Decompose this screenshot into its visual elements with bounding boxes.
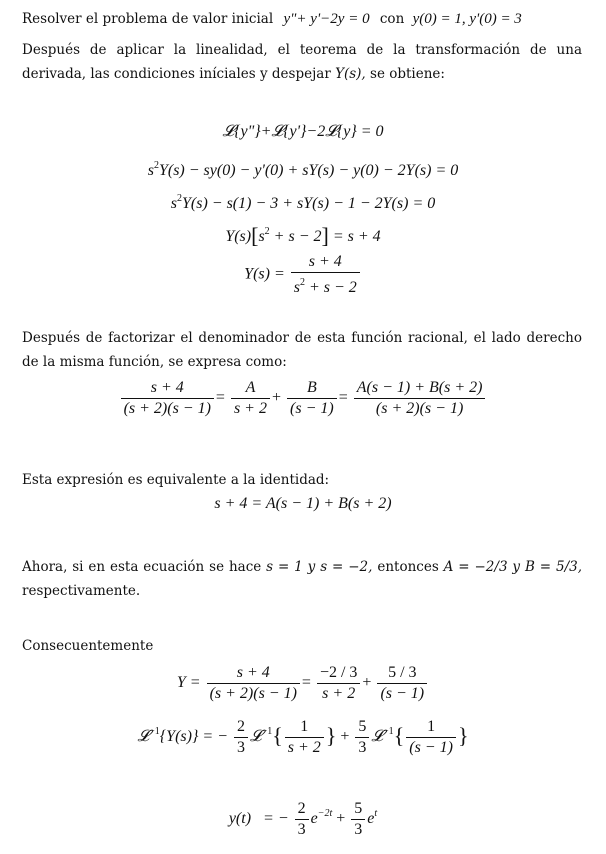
equation-ys: [0, 253, 606, 297]
equation-partial-fractions: $\frac{s + 4}{(s + 2)(s - 1)}$ = $\frac{A}{s + 2}$ + $\frac{B}{(s - 1)}$ = $\frac{A(s - 1) + B(s + 2)}{(s + 2)(s - 1)}$: [0, 379, 606, 418]
intro-conditions: y(0) = 1, y'(0) = 3: [412, 11, 522, 27]
inv-plus: +: [340, 728, 350, 746]
eq-y-den-3: (s − 1): [380, 685, 425, 702]
paragraph-4-c: respectivamente.: [22, 583, 141, 599]
final-e-1: e: [310, 810, 318, 828]
inv-frac-2-den: (s − 1): [409, 739, 453, 756]
inv-frac-1-den: s + 2: [287, 739, 321, 756]
equation-laplace-transform: [0, 122, 606, 142]
intro-con: con: [379, 11, 405, 27]
intro-problem: y"+ y'−2y = 0: [283, 11, 370, 27]
final-e-2-sup: t: [374, 808, 378, 820]
equation-laplace-text: 𝓛{y"}+𝓛{y'}−2𝓛{y} = 0: [222, 123, 384, 140]
pf-fraction-2: [231, 379, 270, 418]
paragraph-1: [22, 38, 582, 86]
equation-transformed-2-s: s: [170, 195, 177, 212]
final-coef-1: [295, 800, 309, 839]
inv-op-1-sup: −1: [261, 726, 273, 738]
inv-op-2-L: 𝓛: [371, 726, 384, 746]
pf-den-4: (s + 2)(s − 1): [375, 400, 464, 417]
equation-y-decomposed: Y = $\frac{s + 4}{(s + 2)(s - 1)}$ = $\frac{-2 / 3}{s + 2}$ + $\frac{5 / 3}{(s - 1)}$: [0, 664, 606, 703]
final-coef-2: [351, 800, 365, 839]
eq-y-num-3: 5 / 3: [377, 664, 427, 684]
equation-inverse-laplace: 𝓛$^{-1}${Y(s)} = − $\frac{2}{3}$ 𝓛$^{-1}${ $\frac{1}{s + 2}$ } + $\frac{5}{3}$ 𝓛$^{-1}${ $\frac{1}{(s - 1)}$ }: [137, 718, 469, 756]
pf-den-3: (s − 1): [290, 400, 334, 417]
equation-identity-text: s + 4 = A(s − 1) + B(s + 2): [214, 495, 392, 512]
pf-den-1: (s + 2)(s − 1): [123, 400, 211, 417]
inv-frac-2: [406, 718, 456, 757]
eq-y-den-2: s + 2: [322, 685, 356, 702]
inv-coef-2: [355, 718, 369, 757]
equation-ys-denominator: $s^2 + s - 2$: [293, 277, 357, 296]
inv-op-2-sup: −1: [383, 726, 394, 738]
paragraph-1-tail: se obtiene:: [365, 66, 445, 82]
equation-factored-rhs: = s + 4: [332, 228, 381, 245]
paragraph-4-s1: s = 1: [266, 559, 303, 575]
final-coef-2-den: 3: [354, 821, 363, 838]
intro-text: Resolver el problema de valor inicial: [22, 11, 274, 27]
eq-y-fraction-3: [377, 664, 427, 703]
paragraph-4: [22, 555, 582, 603]
inv-lhs-L: 𝓛: [137, 726, 150, 746]
equation-ys-lhs: Y(s) =: [244, 265, 285, 283]
paragraph-4-A: A = −2/3: [443, 559, 508, 575]
pf-num-1: s + 4: [121, 379, 214, 399]
paragraph-3-text: Esta expresión es equivalente a la identidad:: [22, 472, 330, 488]
paragraph-3: [22, 468, 582, 492]
intro-line: [22, 7, 582, 31]
final-plus: +: [336, 810, 346, 828]
paragraph-4-b: entonces: [372, 559, 444, 575]
final-coef-2-num: 5: [351, 800, 365, 820]
paragraph-4-y2: y: [507, 559, 521, 575]
paragraph-4-s2: s = −2,: [320, 559, 373, 575]
equation-transformed-1-rest: Y(s) − sy(0) − y'(0) + sY(s) − y(0) − 2Y(s) = 0: [158, 162, 459, 179]
equation-transformed-1: $s^2Y(s) - sy(0) - y'(0) + sY(s) - y(0) - 2Y(s) = 0$: [147, 160, 459, 179]
eq-y-fraction-1: [207, 664, 300, 703]
inv-coef-1: [234, 718, 248, 757]
final-e-2: e: [367, 810, 375, 828]
pf-fraction-3: [287, 379, 337, 418]
inv-frac-2-num: 1: [406, 718, 456, 738]
pf-fraction-4: [354, 379, 486, 418]
inv-lhs-sup: −1: [149, 726, 160, 738]
paragraph-5: [22, 634, 582, 658]
eq-y-num-1: s + 4: [207, 664, 300, 684]
paragraph-5-text: Consecuentemente: [22, 638, 154, 654]
final-coef-1-num: 2: [295, 800, 309, 820]
paragraph-4-B: B = 5/3,: [524, 559, 583, 575]
paragraph-1-text: Después de aplicar la linealidad, el teorema de la transformación de una derivada, las condiciones iníciales y despejar: [22, 42, 582, 82]
equation-factored: $Y(s)[s^2 + s - 2] = s + 4$: [225, 223, 381, 248]
pf-den-2: s + 2: [233, 400, 267, 417]
equation-final-solution: [0, 800, 606, 839]
equation-transformed-1-s: s: [147, 162, 154, 179]
final-coef-1-den: 3: [297, 821, 306, 838]
pf-num-2: A: [231, 379, 270, 399]
inv-coef-2-num: 5: [355, 718, 369, 738]
inv-coef-1-num: 2: [234, 718, 248, 738]
pf-num-3: B: [287, 379, 337, 399]
pf-fraction-1: [121, 379, 214, 418]
equation-factored-ys: Y(s): [225, 228, 252, 245]
inv-op-1-L: 𝓛: [249, 726, 262, 746]
paragraph-2-text: Después de factorizar el denominador de esta función racional, el lado derecho de la misma función, se expresa como:: [22, 330, 582, 370]
paragraph-2: [22, 326, 582, 374]
equation-factored-s: s: [258, 228, 265, 245]
paragraph-1-ys: Y(s),: [335, 66, 366, 82]
eq-y-fraction-2: [317, 664, 360, 703]
equation-transformed-2: $s^2Y(s) - s(1) - 3 + sY(s) - 1 - 2Y(s) = 0$: [170, 193, 436, 212]
eq-y-den-1: (s + 2)(s − 1): [209, 685, 297, 702]
pf-num-4: A(s − 1) + B(s + 2): [354, 379, 486, 399]
equation-ys-fraction: [291, 253, 360, 297]
inv-lhs-b: {Y(s)} = −: [159, 728, 228, 746]
eq-y-num-2: −2 / 3: [317, 664, 360, 684]
inv-frac-1-num: 1: [285, 718, 324, 738]
paragraph-4-y1: y: [302, 559, 321, 575]
equation-ys-numerator: s + 4: [291, 253, 360, 273]
inv-frac-1: [285, 718, 324, 757]
final-lhs: y(t) = −: [228, 810, 289, 828]
paragraph-4-a: Ahora, si en esta ecuación se hace: [22, 559, 267, 575]
eq-y-lhs: Y =: [176, 674, 201, 692]
equation-factored-mid: + s − 2: [273, 228, 322, 245]
equation-identity: [0, 494, 606, 514]
final-e-1-sup: −2t: [317, 808, 333, 820]
inv-coef-2-den: 3: [358, 739, 367, 756]
inv-coef-1-den: 3: [236, 739, 245, 756]
equation-transformed-2-rest: Y(s) − s(1) − 3 + sY(s) − 1 − 2Y(s) = 0: [182, 195, 436, 212]
